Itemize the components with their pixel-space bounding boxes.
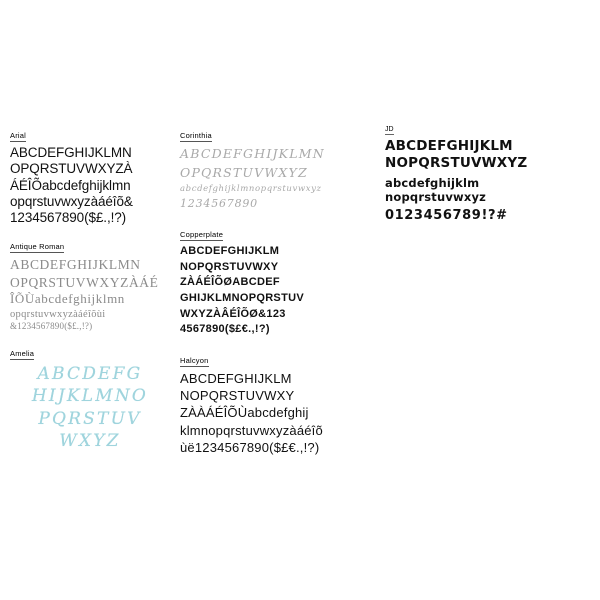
sample-line: opqrstuvwxyzàáéîõùi xyxy=(10,308,106,320)
font-sample-jd xyxy=(385,138,565,224)
sample-line: klmnopqrstuvwxyzàáéîõ xyxy=(180,422,323,438)
font-name-jd: JD xyxy=(385,126,394,133)
sample-line: ABCDEFGHIJKLMN xyxy=(10,257,141,273)
sample-line: ABCDEFGHIJKLM xyxy=(180,245,280,258)
font-block-arial xyxy=(10,125,170,226)
sample-line: nopqrstuvwxyz xyxy=(385,190,487,205)
font-block-amelia xyxy=(10,343,170,453)
sample-line: ABCDEFGHIJKLMN xyxy=(10,145,132,161)
font-block-jd xyxy=(385,118,565,224)
font-block-copperplate xyxy=(180,224,340,338)
sample-line: abcdefghijklm xyxy=(385,175,480,190)
sample-line: ùë1234567890($£€.,!?) xyxy=(180,439,320,455)
sample-line: ZÀÀÁÉÎÕÙabcdefghij xyxy=(180,405,309,421)
sample-line: WXYZ xyxy=(59,431,121,452)
font-name-corinthia: Corinthia xyxy=(180,132,212,142)
sample-line: OPQRSTUVWXYZÀ xyxy=(10,161,133,177)
font-name-halcyon: Halcyon xyxy=(180,357,209,367)
font-name-copperplate: Copperplate xyxy=(180,231,223,241)
sample-line: HIJKLMNO xyxy=(31,386,149,407)
font-name-arial: Arial xyxy=(10,132,26,142)
font-sample-copperplate xyxy=(180,244,340,338)
font-block-corinthia xyxy=(180,125,340,212)
sample-line: NOPQRSTUVWXY xyxy=(180,388,295,404)
font-name-amelia: Amelia xyxy=(10,350,34,360)
font-column-middle xyxy=(180,125,340,466)
sample-line: ÁÉÎÕabcdefghijklmn xyxy=(10,177,131,193)
sample-line: abcdefghijklmnopqrstuvwxyz xyxy=(180,183,322,194)
sample-line: ABCDEFG xyxy=(37,363,143,384)
sample-line: OPQRSTUVWXYZ xyxy=(180,165,308,180)
font-sample-corinthia xyxy=(180,145,340,212)
sample-line: ÎÕÙabcdefghijklmn xyxy=(10,290,125,306)
sample-line: 0123456789!?# xyxy=(385,207,508,223)
font-sample-amelia xyxy=(10,363,170,453)
sample-line: NOPQRSTUVWXY xyxy=(180,260,279,273)
sample-line: OPQRSTUVWXYZÀÁÉ xyxy=(10,274,159,290)
sample-line: &1234567890($£.,!?) xyxy=(10,321,93,332)
sample-line: ABCDEFGHIJKLM xyxy=(180,371,292,387)
sample-line: opqrstuvwxyzàáéîõ& xyxy=(10,193,133,209)
sample-line: NOPQRSTUVWXYZ xyxy=(385,154,528,171)
font-name-antique-roman: Antique Roman xyxy=(10,243,64,253)
sample-line: ABCDEFGHIJKLMN xyxy=(180,146,325,162)
sample-line: GHIJKLMNOPQRSTUV xyxy=(180,292,304,305)
font-sample-arial xyxy=(10,145,170,226)
font-sample-halcyon xyxy=(180,370,340,456)
sample-line: 4567890($£€.,!?) xyxy=(180,323,270,336)
font-block-halcyon xyxy=(180,350,340,456)
sample-line: 1234567890($£.,!?) xyxy=(10,210,127,225)
font-column-right xyxy=(385,118,565,234)
sample-line: PQRSTUV xyxy=(38,408,142,429)
sample-line: WXYZÀÂÉÎÕØ&123 xyxy=(180,307,286,320)
font-block-antique-roman xyxy=(10,236,170,332)
sample-line: 1234567890 xyxy=(180,196,258,210)
font-sample-antique-roman xyxy=(10,256,170,332)
font-column-left xyxy=(10,125,170,463)
sample-line: ZÀÁÉÎÕØABCDEF xyxy=(180,276,280,289)
sample-line: ABCDEFGHIJKLM xyxy=(385,138,513,154)
